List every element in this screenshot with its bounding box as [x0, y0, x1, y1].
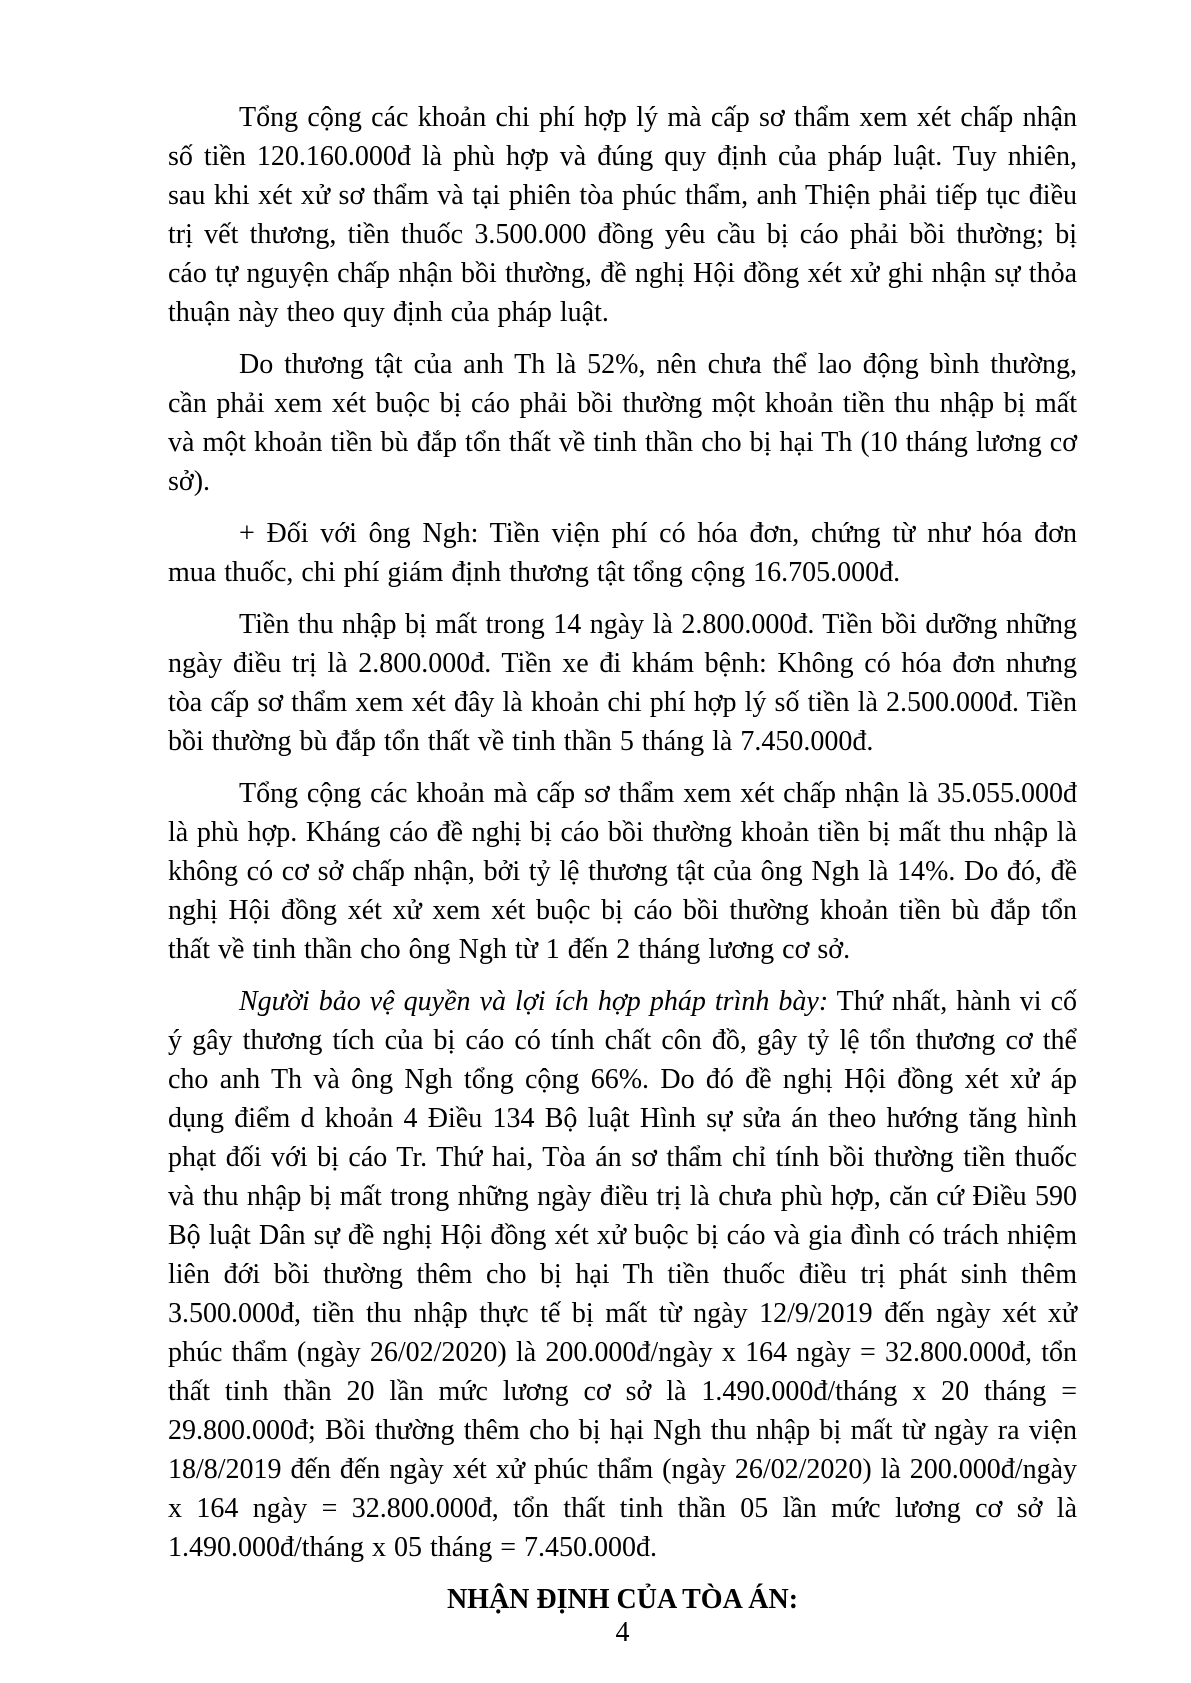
paragraph-ngh-hospital-fees: + Đối với ông Ngh: Tiền viện phí có hóa đơn, chứng từ như hóa đơn mua thuốc, chi phí giám định thương tật tổng cộng 16.705.000đ. [168, 518, 1077, 588]
paragraph-legal-defender-statement [168, 982, 1077, 1567]
legal-defender-statement-lead: Người bảo vệ quyền và lợi ích hợp pháp trình bày: [239, 986, 829, 1017]
paragraph-ngh-total-accepted: Tổng cộng các khoản mà cấp sơ thẩm xem xét chấp nhận là 35.055.000đ là phù hợp. Kháng cáo đề nghị bị cáo bồi thường khoản tiền bị mất thu nhập là không có cơ sở chấp nhận, bởi tỷ lệ thương tật của ông Ngh là 14%. Do đó, đề nghị Hội đồng xét xử xem xét buộc bị cáo bồi thường khoản tiền bù đắp tổn thất về tinh thần cho ông Ngh từ 1 đến 2 tháng lương cơ sở. [168, 778, 1077, 965]
document-body [168, 98, 1077, 1620]
paragraph-th-disability-compensation: Do thương tật của anh Th là 52%, nên chưa thể lao động bình thường, cần phải xem xét buộc bị cáo phải bồi thường một khoản tiền thu nhập bị mất và một khoản tiền bù đắp tổn thất về tinh thần cho bị hại Th (10 tháng lương cơ sở). [168, 349, 1077, 497]
legal-defender-statement-body: Thứ nhất, hành vi cố ý gây thương tích của bị cáo có tính chất côn đồ, gây tỷ lệ tổn thương cơ thể cho anh Th và ông Ngh tổng cộng 66%. Do đó đề nghị Hội đồng xét xử áp dụng điểm d khoản 4 Điều 134 Bộ luật Hình sự sửa án theo hướng tăng hình phạt đối với bị cáo Tr. Thứ hai, Tòa án sơ thẩm chỉ tính bồi thường tiền thuốc và thu nhập bị mất trong những ngày điều trị là chưa phù hợp, căn cứ Điều 590 Bộ luật Dân sự đề nghị Hội đồng xét xử buộc bị cáo và gia đình có trách nhiệm liên đới bồi thường thêm cho bị hại Th tiền thuốc điều trị phát sinh thêm 3.500.000đ, tiền thu nhập thực tế bị mất từ ngày 12/9/2019 đến ngày xét xử phúc thẩm (ngày 26/02/2020) là 200.000đ/ngày x 164 ngày = 32.800.000đ, tổn thất tinh thần 20 lần mức lương cơ sở là 1.490.000đ/tháng x 20 tháng = 29.800.000đ; Bồi thường thêm cho bị hại Ngh thu nhập bị mất từ ngày ra viện 18/8/2019 đến đến ngày xét xử phúc thẩm (ngày 26/02/2020) là 200.000đ/ngày x 164 ngày = 32.800.000đ, tổn thất tinh thần 05 lần mức lương cơ sở là 1.490.000đ/tháng x 05 tháng = 7.450.000đ. [168, 986, 1077, 1563]
paragraph-ngh-lost-income-details: Tiền thu nhập bị mất trong 14 ngày là 2.800.000đ. Tiền bồi dưỡng những ngày điều trị là 2.800.000đ. Tiền xe đi khám bệnh: Không có hóa đơn nhưng tòa cấp sơ thẩm xem xét đây là khoản chi phí hợp lý số tiền là 2.500.000đ. Tiền bồi thường bù đắp tổn thất về tinh thần 5 tháng là 7.450.000đ. [168, 609, 1077, 757]
section-heading-court-findings: NHẬN ĐỊNH CỦA TÒA ÁN: [446, 1584, 799, 1615]
paragraph-total-accepted-costs-th: Tổng cộng các khoản chi phí hợp lý mà cấp sơ thẩm xem xét chấp nhận số tiền 120.160.000đ là phù hợp và đúng quy định của pháp luật. Tuy nhiên, sau khi xét xử sơ thẩm và tại phiên tòa phúc thẩm, anh Thiện phải tiếp tục điều trị vết thương, tiền thuốc 3.500.000 đồng yêu cầu bị cáo phải bồi thường; bị cáo tự nguyện chấp nhận bồi thường, đề nghị Hội đồng xét xử ghi nhận sự thỏa thuận này theo quy định của pháp luật. [168, 102, 1077, 328]
page-number: 4 [615, 1617, 630, 1648]
